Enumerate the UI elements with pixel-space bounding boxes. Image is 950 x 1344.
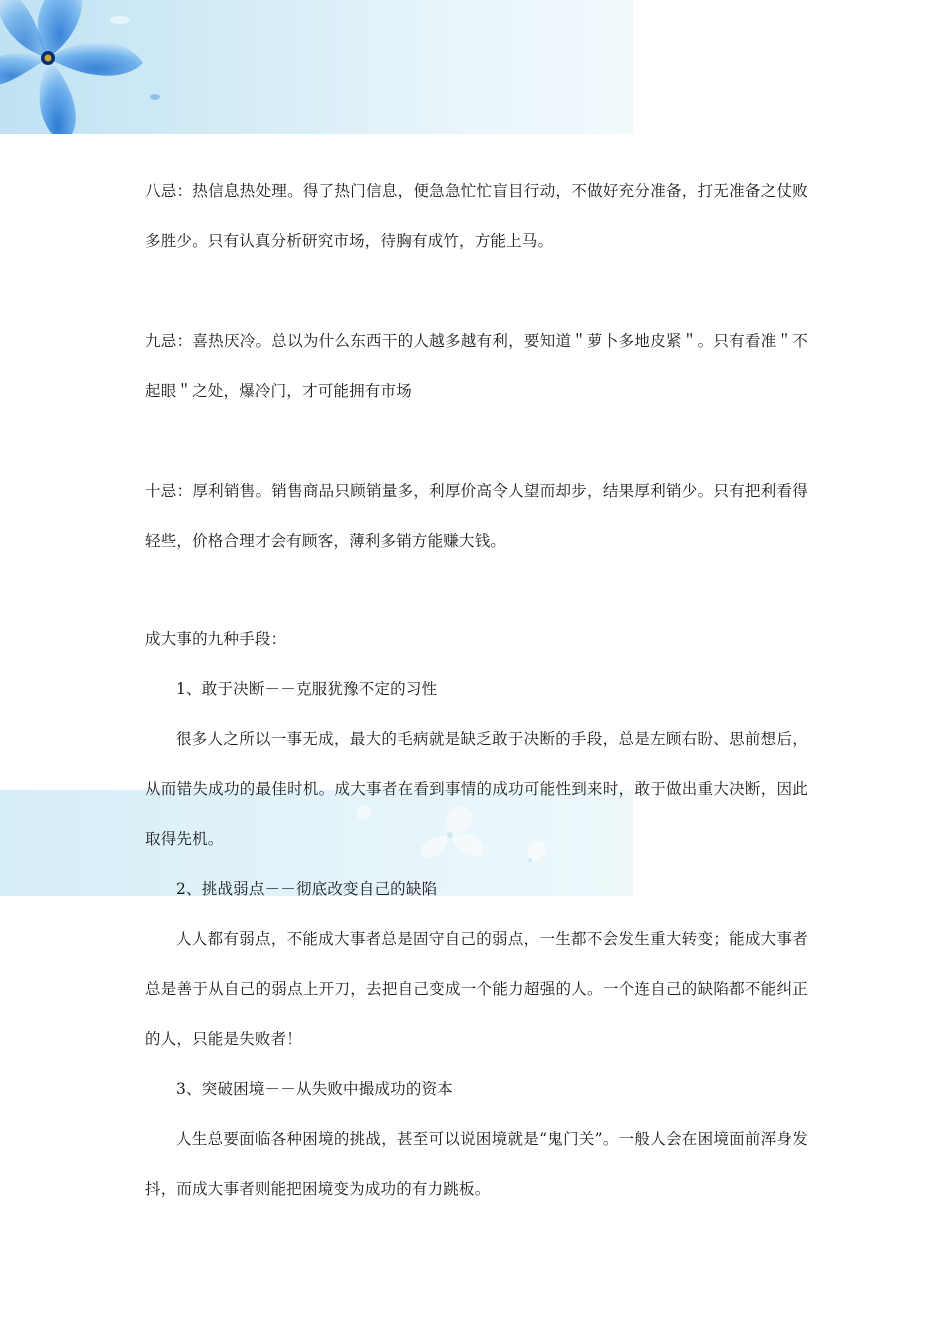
item-heading: 3、突破困境－－从失败中撮成功的资本	[176, 1080, 453, 1098]
item-body: 人生总要面临各种困境的挑战，甚至可以说困境就是“鬼门关”。一般人会在困境面前浑身发抖，而成大事者则能把困境变为成功的有力跳板。	[145, 1130, 808, 1198]
paragraph-eighth-taboo: 八忌：热信息热处理。得了热门信息，便急急忙忙盲目行动，不做好充分准备，打无准备之仗败多胜少。只有认真分析研究市场，待胸有成竹，方能上马。	[145, 182, 808, 250]
item-body: 很多人之所以一事无成，最大的毛病就是缺乏敢于决断的手段，总是左顾右盼、思前想后，从而错失成功的最佳时机。成大事者在看到事情的成功可能性到来时，敢于做出重大决断，因此取得先机。	[145, 730, 808, 848]
section-title: 成大事的九种手段：	[145, 630, 287, 648]
paragraph-tenth-taboo: 十忌：厚利销售。销售商品只顾销量多，利厚价高令人望而却步，结果厚利销少。只有把利看得轻些，价格合理才会有顾客，薄利多销方能赚大钱。	[145, 482, 808, 550]
paragraph-ninth-taboo: 九忌：喜热厌冷。总以为什么东西干的人越多越有利，要知道＂萝卜多地皮紧＂。只有看准＂不起眼＂之处，爆冷门，才可能拥有市场	[145, 332, 808, 400]
item-body: 人人都有弱点，不能成大事者总是固守自己的弱点，一生都不会发生重大转变；能成大事者总是善于从自己的弱点上开刀，去把自己变成一个能力超强的人。一个连自己的缺陷都不能纠正的人，只能是失败者！	[145, 930, 808, 1048]
header-banner	[0, 0, 633, 134]
item-heading: 2、挑战弱点－－彻底改变自己的缺陷	[176, 880, 438, 898]
flower-decoration	[0, 0, 633, 134]
item-heading: 1、敢于决断－－克服犹豫不定的习性	[176, 680, 438, 698]
